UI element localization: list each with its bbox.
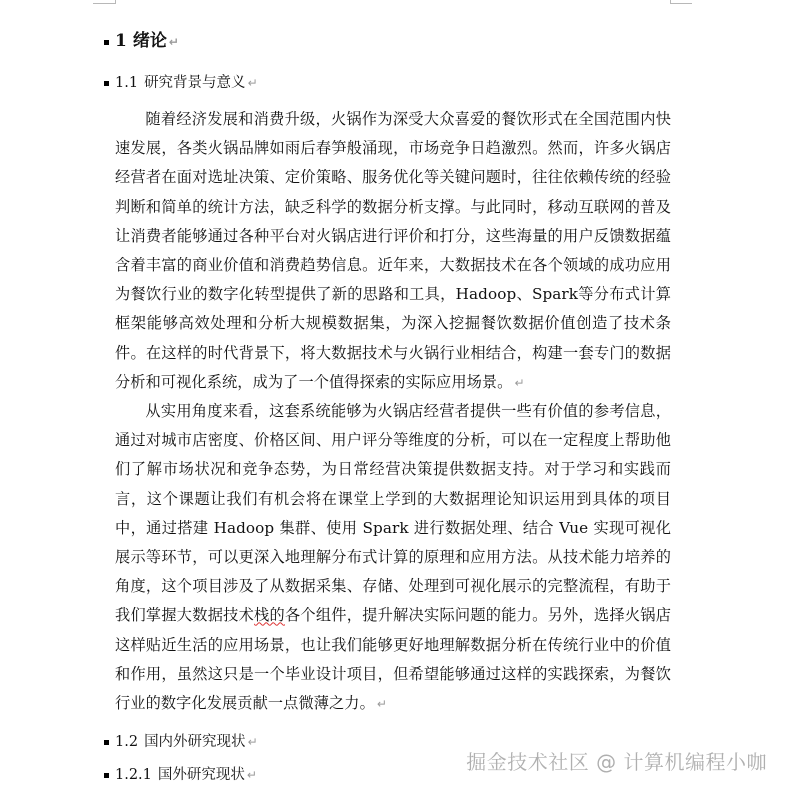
heading-title: 绪论 (132, 31, 167, 51)
heading-1[interactable] (104, 26, 179, 51)
paragraph-mark-icon: ↵ (514, 375, 525, 390)
heading-number: 1.1 (115, 75, 139, 91)
heading-1-2[interactable] (104, 730, 258, 751)
body-paragraph[interactable] (115, 397, 671, 719)
body-paragraph[interactable] (115, 105, 671, 398)
heading-title: 研究背景与意义 (144, 75, 246, 91)
heading-number: 1.2 (115, 734, 139, 750)
crop-mark-top-right (670, 0, 671, 4)
outline-bullet-icon (104, 40, 109, 45)
outline-bullet-icon (104, 740, 109, 745)
paragraph-text: 从实用角度来看，这套系统能够为火锅店经营者提供一些有价值的参考信息，通过对城市店密度、价格区间、用户评分等维度的分析，可以在一定程度上帮助他们了解市场状况和竞争态势，为日常经营决策提供数据支持。对于学习和实践而言，这个课题让我们有机会将在课堂上学到的大数据理论知识运用到具体的项目中，通过搭建 Hadoop 集群、使用 Spark 进行数据处理、结合 Vue 实现可视化展示等环节，可以更深入地理解分布式计算的原理和应用方法。从技术能力培养的角度，这个项目涉及了从数据采集、存储、处理到可视化展示的完整流程，有助于我们掌握大数据技术 (115, 402, 671, 625)
paragraph-text: 随着经济发展和消费升级，火锅作为深受大众喜爱的餐饮形式在全国范围内快速发展，各类火锅品牌如雨后春笋般涌现，市场竞争日趋激烈。然而，许多火锅店经营者在面对选址决策、定价策略、服务优化等关键问题时，往往依赖传统的经验判断和简单的统计方法，缺乏科学的数据分析支撑。与此同时，移动互联网的普及让消费者能够通过各种平台对火锅店进行评价和打分，这些海量的用户反馈数据蕴含着丰富的商业价值和消费趋势信息。近年来，大数据技术在各个领域的成功应用为餐饮行业的数字化转型提供了新的思路和工具，Hadoop、Spark等分布式计算框架能够高效处理和分析大规模数据集，为深入挖掘餐饮数据价值创造了技术条件。在这样的时代背景下，将大数据技术与火锅行业相结合，构建一套专门的数据分析和可视化系统，成为了一个值得探索的实际应用场景。 (115, 110, 671, 391)
crop-mark-top-left (93, 3, 115, 4)
heading-number: 1.2.1 (115, 767, 152, 783)
heading-number: 1 (115, 31, 127, 51)
crop-mark-top-right (670, 3, 692, 4)
spellcheck-flagged-text[interactable]: 栈的 (254, 606, 285, 625)
outline-bullet-icon (104, 773, 109, 778)
heading-title: 国内外研究现状 (144, 734, 246, 750)
paragraph-text: 各个组件，提升解决实际问题的能力。另外，选择火锅店这样贴近生活的应用场景，也让我们能够更好地理解数据分析在传统行业中的价值和作用，虽然这只是一个毕业设计项目，但希望能够通过这样的实践探索，为餐饮行业的数字化发展贡献一点微薄之力。 (115, 606, 672, 713)
paragraph-mark-icon: ↵ (246, 768, 257, 782)
paragraph-mark-icon: ↵ (168, 35, 179, 49)
paragraph-mark-icon: ↵ (247, 76, 258, 90)
watermark: 掘金技术社区 @ 计算机编程小咖 (466, 750, 767, 774)
heading-title: 国外研究现状 (157, 767, 245, 783)
heading-1-1[interactable] (104, 71, 258, 92)
paragraph-mark-icon: ↵ (247, 735, 258, 749)
outline-bullet-icon (104, 81, 109, 86)
heading-1-2-1[interactable] (104, 763, 257, 784)
crop-mark-top-left (115, 0, 116, 4)
paragraph-mark-icon: ↵ (376, 697, 388, 712)
